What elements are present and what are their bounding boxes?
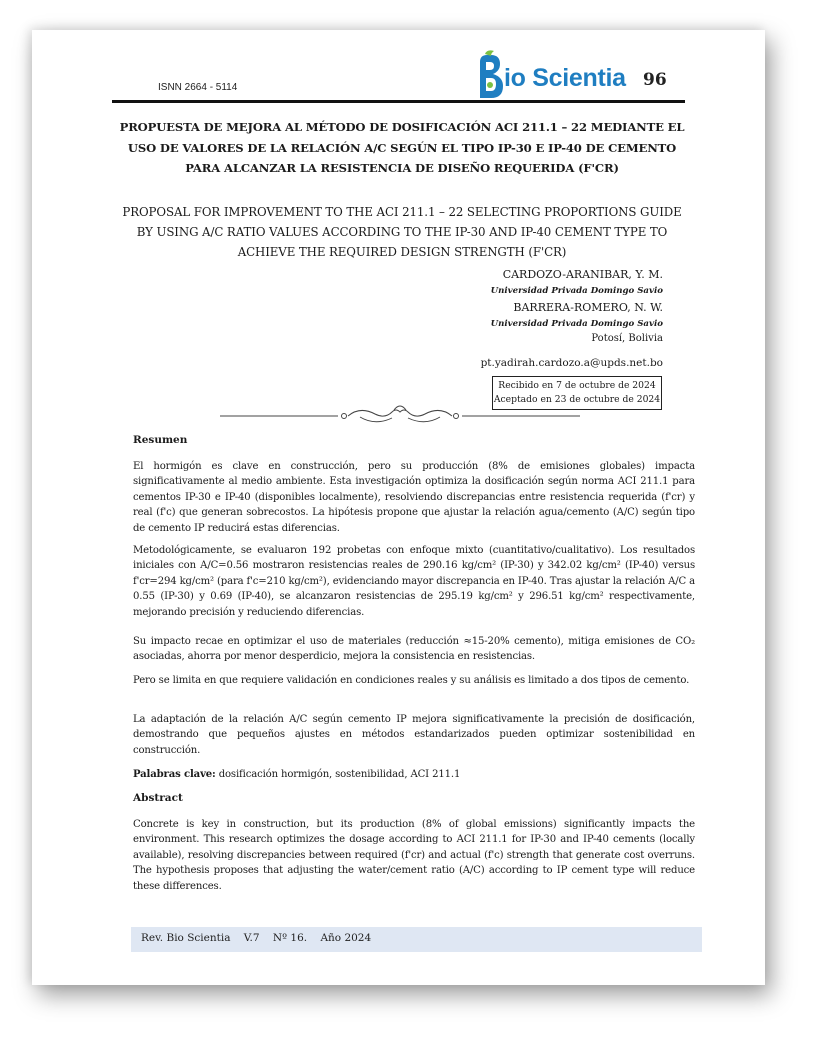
resumen-paragraph-4: Pero se limita en que requiere validación en condiciones reales y su análisis es limitado a dos tipos de cemento.	[133, 675, 690, 686]
resumen-paragraph-3: Su impacto recae en optimizar el uso de materiales (reducción ≈15-20% cemento), mitiga emisiones de CO₂ asociadas, ahorra por menor desperdicio, mejora la consistencia en resistencias.	[133, 636, 695, 663]
header-rule	[112, 100, 685, 103]
footer-text: Rev. Bio Scientia V.7 Nº 16. Año 2024	[141, 932, 372, 944]
issn-number: ISNN 2664 - 5114	[158, 82, 238, 93]
journal-name: io Scientia	[504, 64, 626, 92]
author-1-name: CARDOZO-ARANIBAR, Y. M.	[502, 268, 663, 281]
abstract-heading: Abstract	[133, 792, 183, 804]
accepted-date: Aceptado en 23 de octubre de 2024	[493, 394, 661, 405]
page-number: 96	[643, 70, 667, 90]
paper-page	[32, 30, 765, 985]
resumen-heading: Resumen	[133, 434, 188, 446]
resumen-paragraph-1: El hormigón es clave en construcción, pero su producción (8% de emisiones globales) impacta significativamente al medio ambiente. Esta investigación optimiza la dosificación según norma ACI 211.1 para cementos IP-30 e IP-40 (disponibles localmente), resolviendo discrepancias entre resistencia requerida (f'cr) y real (f'c) que generan sobrecostos. La hipótesis propone que ajustar la relación agua/cemento (A/C) según tipo de cemento IP reducirá estas diferencias.	[133, 461, 695, 534]
title-english: PROPOSAL FOR IMPROVEMENT TO THE ACI 211.1 – 22 SELECTING PROPORTIONS GUIDE BY USING A/C RATIO VALUES ACCORDING TO THE IP-30 AND IP-40 CEMENT TYPE TO ACHIEVE THE REQUIRED DESIGN STRENGTH (F'CR)	[122, 205, 682, 259]
author-2-name: BARRERA-ROMERO, N. W.	[513, 301, 663, 314]
author-2-affiliation: Universidad Privada Domingo Savio	[490, 319, 663, 329]
keywords-line	[133, 767, 695, 782]
author-email[interactable]: pt.yadirah.cardozo.a@upds.net.bo	[480, 357, 663, 369]
abstract-paragraph-1: Concrete is key in construction, but its production (8% of global emissions) significantly impacts the environment. This research optimizes the dosage according to ACI 211.1 for IP-30 and IP-40 cements (locally available), resolving discrepancies between required (f'cr) and actual (f'c) strength that generate cost overruns. The hypothesis proposes that adjusting the water/cement ratio (A/C) according to IP cement type will reduce these differences.	[133, 819, 695, 892]
title-spanish: PROPUESTA DE MEJORA AL MÉTODO DE DOSIFICACIÓN ACI 211.1 – 22 MEDIANTE EL USO DE VALORES DE LA RELACIÓN A/C SEGÚN EL TIPO IP-30 E IP-40 DE CEMENTO PARA ALCANZAR LA RESISTENCIA DE DISEÑO REQUERIDA (F'CR)	[119, 120, 685, 175]
resumen-paragraph-5: La adaptación de la relación A/C según cemento IP mejora significativamente la precisión de dosificación, demostrando que pequeños ajustes en métodos estandarizados pueden optimizar sostenibilidad en construcción.	[133, 714, 695, 756]
keywords-label: Palabras clave:	[133, 769, 216, 780]
author-1-affiliation: Universidad Privada Domingo Savio	[490, 286, 663, 296]
received-date: Recibido en 7 de octubre de 2024	[498, 380, 656, 391]
journal-logo	[470, 50, 630, 102]
footer-band	[131, 927, 702, 952]
resumen-paragraph-2: Metodológicamente, se evaluaron 192 probetas con enfoque mixto (cuantitativo/cualitativo). Los resultados iniciales con A/C=0.56 mostraron resistencias reales de 290.16 kg/cm² (IP-30) y 342.02 kg/cm² (IP-40) versus f'cr=294 kg/cm² (para f'c=210 kg/cm²), evidenciando mayor discrepancia en IP-40. Tras ajustar la relación A/C a 0.55 (IP-30) y 0.69 (IP-40), se alcanzaron resistencias de 295.19 kg/cm² y 296.51 kg/cm² respectivamente, mejorando precisión y reduciendo diferencias.	[133, 545, 695, 618]
ornament-divider	[220, 404, 580, 428]
author-location: Potosí, Bolivia	[591, 333, 663, 344]
keywords-text: dosificación hormigón, sostenibilidad, ACI 211.1	[215, 769, 461, 780]
